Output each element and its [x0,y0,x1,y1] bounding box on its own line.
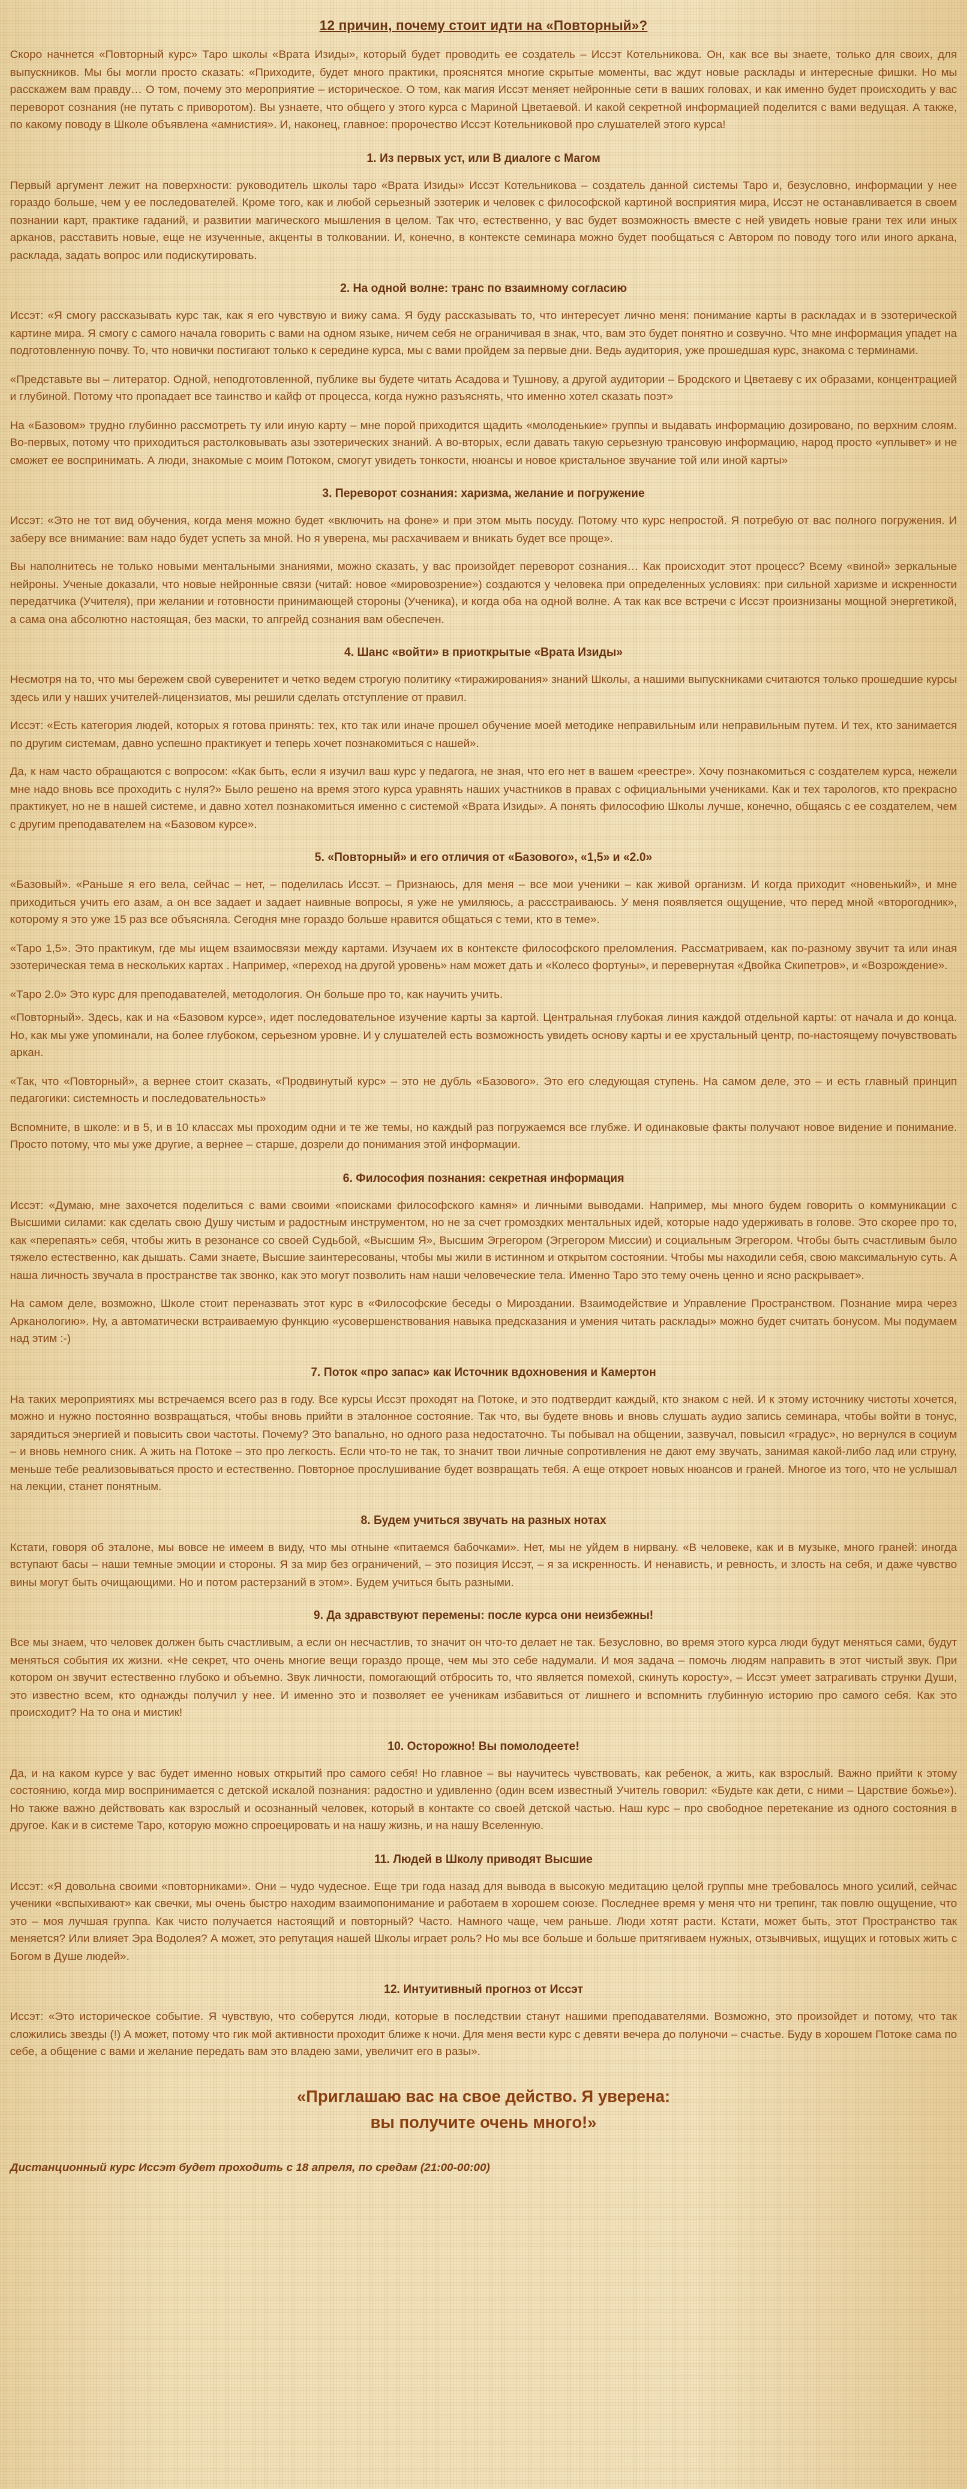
section-5-paragraph-5: «Так, что «Повторный», а вернее стоит сказать, «Продвинутый курс» – это не дубль «Базового». Это его следующая ступень. На самом деле, это – и есть главный принцип педагогики: системность и последовательность» [10,1075,957,1105]
section-1-paragraph-1: Первый аргумент лежит на поверхности: руководитель школы таро «Врата Изиды» Иссэт Котельникова – создатель данной системы Таро и, безусловно, информации у нее гораздо больше, чем у ее последователей. Кроме того, как и любой серьезный эзотерик и человек с философской картиной восприятия мира, Иссэт не останавливается в своем познании карт, практике гаданий, и развитии магического мышления в целом. Так что, естественно, у вас будет возможность вместе с ней увидеть новые грани тех или иных арканов, расставить новые, еще не изученные, акценты в толковании. И, конечно, в контексте семинара можно будет пообщаться с Автором по поводу того или иного аркана, расклада, задать вопрос или подискутировать. [10,179,957,262]
section-4-paragraph-1: Несмотря на то, что мы бережем свой суверенитет и четко ведем строгую политику «тиражирования» знаний Школы, а нашими выпускниками считаются только прошедшие курсы здесь или у наших учителей-лицензиатов, мы решили сделать отступление от правил. [10,674,957,704]
section-2-paragraph-2: «Представьте вы – литератор. Одной, неподготовленной, публике вы будете читать Асадова и Тушнову, а другой аудитории – Бродского и Цветаеву с их образами, концентрацией и глубиной. Потому что пропадает все таинство и кайф от процесса, когда нужно разъяснять, что именно хотел сказать поэт» [10,373,957,403]
section-4-paragraph-3: Да, к нам часто обращаются с вопросом: «Как быть, если я изучил ваш курс у педагога, не зная, что его нет в вашем «реестре». Хочу познакомиться с создателем курса, нежели мне надо вновь все проходить с нуля?» Было решено на время этого курса уравнять наших участников в правах с официальными учениками. Как и тех тарологов, кто прекрасно практикует, но не в нашей системе, и давно хотел познакомиться именно с системой «Врата Изиды». А понять философию Школы лучше, конечно, общаясь с ее создателем, чем с другим преподавателем на «Базовом курсе». [10,766,957,831]
section-heading-5: 5. «Повторный» и его отличия от «Базового», «1,5» и «2.0» [314,851,653,864]
section-11-paragraph-1: Иссэт: «Я довольна своими «повторниками». Они – чудо чудесное. Еще три года назад для вывода в высокую медитацию целой группы мне требовалось много усилий, сейчас ученики «вспыхивают» как свечки, мы очень быстро находим взаимопонимание и работаем в хорошем союзе. Последнее время у меня что ни трепинг, так повлю ощущение, что это – моя лучшая группа. Как чисто получается настоящий и повторный? Часто. Намного чаще, чем раньше. Люди хотят расти. Кстати, может быть, этот Пространство так меняется? Или влияет Эра Водолея? А может, это репутация нашей Школы играет роль? Но мы все больше и больше притягиваем нужных, отзывчивых, ищущих и готовых жить с Богом в Душе людей». [10,1880,957,1963]
section-5-paragraph-4: «Повторный». Здесь, как и на «Базовом курсе», идет последовательное изучение карты за картой. Центральная глубокая линия каждой отдельной карты: от начала и до конца. Но, как мы уже упоминали, на более глубоком, серьезном уровне. И у слушателей есть возможность увидеть основу карты и ее хрустальный центр, по-настоящему почувствовать аркан. [10,1012,957,1059]
section-7-paragraph-1: На таких мероприятиях мы встречаемся всего раз в году. Все курсы Иссэт проходят на Потоке, и это подтвердит каждый, кто знаком с ней. И к этому источнику чистоты хочется, можно и нужно постоянно возвращаться, чтобы вновь прийти в эталонное состояние. Так что, вы будете вновь и вновь слушать аудио запись семинара, чтобы войти в тонус, зарядиться энергией и повысить свои частоты. Почему? Это banально, но одного раза недостаточно. Ты побывал на общении, зазвучал, повысил «градус», но вернулся в социум – и вновь немного сник. А жить на Потоке – это про легкость. Если что-то не так, то значит твои личные сопротивления не дают ему звучать, занимая какой-либо лад или струну, меньше тебе реализовываться просто и естественно. Повторное прослушивание будет возвращать тебя. А еще откроет новых нюансов и граней. Многое из того, что не услышал на лекции, станет понятным. [10,1393,957,1493]
section-heading-7: 7. Поток «про запас» как Источник вдохновения и Камертон [310,1365,657,1379]
section-3-paragraph-2: Вы наполнитесь не только новыми ментальными знаниями, можно сказать, у вас произойдет переворот сознания… Как происходит этот процесс? Всему «виной» зеркальные нейроны. Ученые доказали, что новые нейронные связи (читай: новое «мировозрение») создаются у человека при определенных условиях: при сильной харизме и искренности передатчика (Учителя), при желании и готовности принимающей стороны (Ученика), и когда оба на одной волне. А так как все встречи с Иссэт произнизаны мощной энергетикой, а сама она абсолютно настоящая, без маски, то апгрейд сознания вам обеспечен. [10,561,957,626]
cta-line-2: вы получите очень много!» [370,2113,597,2132]
section-5-paragraph-6: Вспомните, в школе: и в 5, и в 10 классах мы проходим одни и те же темы, но каждый раз погружаемся все глубже. И одинаковые факты получают новое видение и понимание. Просто потому, что мы уже другие, а вернее – старше, дозрели до понимания этой информации. [10,1121,957,1151]
section-heading-4: 4. Шанс «войти» в приоткрытые «Врата Изиды» [344,646,623,659]
section-5-paragraph-3: «Таро 2.0» Это курс для преподавателей, методология. Он больше про то, как научить учить. [10,988,503,1001]
section-12-paragraph-1: Иссэт: «Это историческое событие. Я чувствую, что соберутся люди, которые в последствии станут нашими преподавателями. Возможно, это произойдет и потому, что так сложились звезды (!) А может, потому что гик мой активности проходит ближе к ночи. Для меня вести курс с девяти вечера до полуночи – счастье. Буду в хорошем Потоке сама по себе, а общение с вами и желание передать вам это владею зами, увеличит его в разы». [10,2011,957,2058]
section-heading-1: 1. Из первых уст, или В диалоге с Магом [366,151,601,165]
intro-block [10,47,957,135]
section-9-paragraph-1: Все мы знаем, что человек должен быть счастливым, а если он несчастлив, то значит он что-то делает не так. Безусловно, во время этого курса люди будут меняться сами, будут меняться события их жизни. «Не секрет, что очень многие вещи гораздо проще, чем мы это себе надумали. И моя задача – помочь людям направить в этот чистый звук. При котором он звучит естественно глубоко и объемно. Звук личности, помогающий отбросить то, что является помехой, скинуть коросту», – Иссэт умеет затрагивать струнки Души, это известно всем, кто однажды получил у нее. И именно это и позволяет ее ученикам избавиться от лишнего и вспомнить глубинную историю про самого себя. Как это происходит? На то она и мистик! [10,1637,957,1719]
course-schedule-note: Дистанционный курс Иссэт будет проходить с 18 апреля, по средам (21:00-00:00) [10,2161,490,2174]
section-5-paragraph-2: «Таро 1,5». Это практикум, где мы ищем взаимосвязи между картами. Изучаем их в контексте философского преломления. Рассматриваем, как по-разному звучит та или иная эзотерическая тема в нескольких картах . Например, «переход на другой уровень» нам может дать и «Колесо фортуны», и перевернутая «Двойка Скипетров», и «Возрождение». [10,942,957,972]
section-2-paragraph-3: На «Базовом» трудно глубинно рассмотреть ту или иную карту – мне порой приходится щадить «молоденькие» группы и выдавать информацию дозировано, по верхним слоям. Во-первых, потому что приходиться растолковывать азы эзотерических знаний. А во-вторых, если давать такую серьезную трансовую информацию, народ просто «уплывет» и не сможет ее воспринимать. А люди, знакомые с моим Потоком, смогут увидеть тонкости, нюансы и новое кристальное звучание той или иной карты» [10,419,957,467]
section-heading-8: 8. Будем учиться звучать на разных нотах [360,1513,607,1527]
section-heading-2: 2. На одной волне: транс по взаимному согласию [340,282,627,295]
section-8-paragraph-1: Кстати, говоря об эталоне, мы вовсе не имеем в виду, что мы отныне «питаемся бабочками». Нет, мы не уйдем в нирвану. «В человеке, как и в музыке, много граней: иногда вступают басы – наши темные эмоции и стороны. Я за мир без ограничений, – это позиция Иссэт, – я за искренность. И ненависть, и ревность, и злость на себя, и даже чувство вины могут быть очищающими. Но и потом растерзаний в этом». Будем учиться быть разными. [10,1541,957,1589]
section-10-paragraph-1: Да, и на каком курсе у вас будет именно новых открытий про самого себя! Но главное – вы научитесь чувствовать, как ребенок, а жить, как взрослый. Важно прийти к этому состоянию, когда мир воспринимается с детской искалой познания: радостно и удивленно (один всем известный Учитель говорил: «Будьте как дети, с ними – Царствие божье»). Но также важно действовать как взрослый и осознанный человек, который в контакте со своей детской частью. Наш курс – про свободное перетекание из одного состояния в другое. Как и в системе Таро, которую можно спроецировать и на нашу жизнь, и на нашу Вселенную. [10,1767,957,1832]
section-2-paragraph-1: Иссэт: «Я смогу рассказывать курс так, как я его чувствую и вижу сама. Я буду рассказывать то, что интересует лично меня: понимание карты в раскладах и в эзотерической картине мира. Я смогу с самого начала говорить с вами на одном языке, ничем себя не ограничивая в знак, что, вам это будет понятно и созвучно. Что мне информация упадет на подготовленную почву. То, что новички постигают только к середине курса, мы с вами пройдем за первые дни. Ведь аудитория, уже прошедшая курс, знакома с терминами. [10,310,957,357]
section-heading-12: 12. Интуитивный прогноз от Иссэт [383,1983,584,1996]
intro-paragraph: Скоро начнется «Повторный курс» Таро школы «Врата Изиды», который будет проводить ее создатель – Иссэт Котельникова. Он, как все вы знаете, только для своих, для выпускников. Мы бы могли просто сказать: «Приходите, будет много практики, прояснятся многие скрытые моменты, вас ждут новые расклады и интересные фишки. Но мы расскажем вам правду… О том, почему это мероприятие – историческое. О том, как магия Иссэт меняет нейронные сети в ваших головах, и как именно будет происходить у вас переворот сознания (не путать с приворотом). Вы узнаете, что общего у этого курса с Мариной Цветаевой. И какой секретной информацией поделится с вами ведущая. А также, по какому поводу в Школе объявлена «амнистия». И, наконец, главное: пророчество Иссэт Котельниковой про слушателей этого курса! [10,49,957,131]
section-heading-3: 3. Переворот сознания: харизма, желание и погружение [322,487,645,500]
section-5-paragraph-1: «Базовый». «Раньше я его вела, сейчас – нет, – поделилась Иссэт. – Признаюсь, для меня – все мои ученики – как живой организм. И когда приходит «новенький», и мне приходиться учить его азам, а он все задает и задает наивные вопросы, я уже не умиляюсь, а рассстраиваюсь. У меня появляется ощущение, что перед мной «второгодник», которому я это уже 15 раз все объясняла. Сегодня мне гораздо больше нравится общаться с теми, кто в теме». [10,879,957,926]
section-heading-6: 6. Философия познания: секретная информация [342,1171,625,1185]
section-4-paragraph-2: Иссэт: «Есть категория людей, которых я готова принять: тех, кто так или иначе прошел обучение моей методике неправильным или неправильным путем. И тех, кто занимается по другим системам, давно успешно практикует и теперь хочет познакомиться с нашей». [10,720,957,750]
section-6-paragraph-2: На самом деле, возможно, Школе стоит переназвать этот курс в «Философские беседы о Мироздании. Взаимодействие и Управление Пространством. Познание мира через Арканологию». Ну, а автоматически встраиваемую функцию «усовершенствования навыка предсказания и умения читать расклады» можно будет считать бонусом. Мы подумаем над этим :-) [10,1298,957,1345]
section-6-paragraph-1: Иссэт: «Думаю, мне захочется поделиться с вами своими «поисками философского камня» и личными выводами. Например, мы много будем говорить о коммуникации с Высшими силами: как сделать свою Душу чистым и радостным инструментом, но не за счет громоздких ментальных идей, которые надо удерживать в голове. Это скорее про то, как «перепаять» себя, чтобы жить в резонансе со своей Судьбой, «Высшим Я», Высшим Эгрегором (Эгрегором Миссии) и социальным Эгрегором. Чтобы быть счастливым было тяжело естественно, как дышать. Сами знаете, Высшие заинтересованы, чтобы мы жили в истинном и открытом состоянии. Чтобы мы находили себя, свою максимальную суть. А наша личность звучала в пространстве так звонко, как это могут позволить нам наши человеческие тела. Именно Таро это тему очень ценно и ясно раскрывает». [10,1199,957,1282]
page-title: 12 причин, почему стоит идти на «Повторный»? [319,18,648,33]
cta-line-1: «Приглашаю вас на свое действо. Я уверена: [296,2087,671,2106]
call-to-action [10,2084,957,2136]
section-heading-9: 9. Да здравствуют перемены: после курса они неизбежны! [313,1609,654,1622]
section-heading-11: 11. Людей в Школу приводят Высшие [374,1852,593,1866]
section-heading-10: 10. Осторожно! Вы помолодеете! [387,1739,580,1753]
section-3-paragraph-1: Иссэт: «Это не тот вид обучения, когда меня можно будет «включить на фоне» и при этом мыть посуду. Потому что курс непростой. Я потребую от вас полного погружения. И заберу все внимание: вам надо будет успеть за мной. Но я уверена, мы расхачиваем и вникать будет все проще». [10,515,957,545]
